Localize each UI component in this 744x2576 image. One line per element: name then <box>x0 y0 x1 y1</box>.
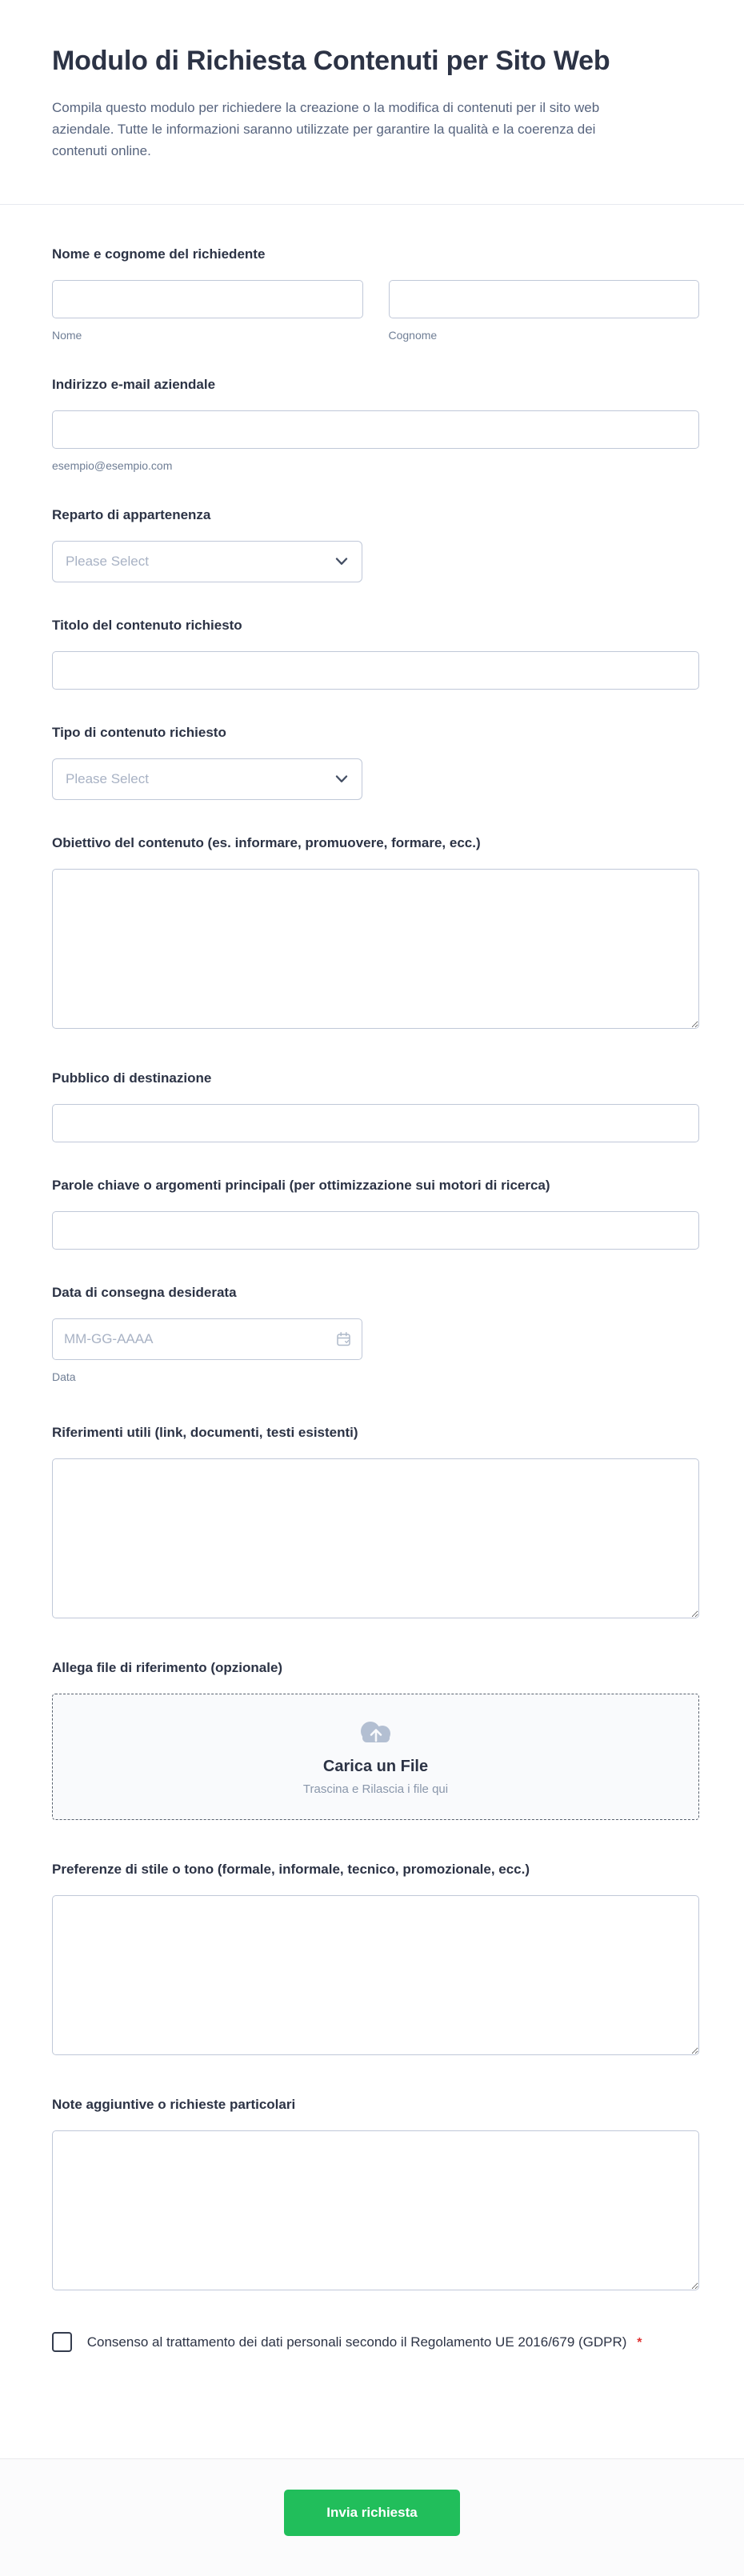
last-name-sublabel: Cognome <box>388 329 438 342</box>
last-name-column <box>389 280 700 342</box>
field-notes <box>52 2097 699 2290</box>
upload-title: Carica un File <box>322 1758 429 1776</box>
calendar-icon[interactable] <box>335 1331 352 1348</box>
content-title-input[interactable] <box>52 651 699 690</box>
chevron-down-icon <box>335 558 348 566</box>
field-content-title <box>52 618 699 690</box>
references-label: Riferimenti utili (link, documenti, testi esistenti) <box>52 1425 358 1441</box>
style-tone-label: Preferenze di stile o tono (formale, informale, tecnico, promozionale, ecc.) <box>52 1862 530 1878</box>
upload-hint: Trascina e Rilascia i file qui <box>302 1782 449 1797</box>
department-select-value: Please Select <box>66 554 149 570</box>
gdpr-consent-text: Consenso al trattamento dei dati personali secondo il Regolamento UE 2016/679 (GDPR) <box>86 2334 627 2350</box>
content-type-label: Tipo di contenuto richiesto <box>52 725 226 741</box>
field-references <box>52 1425 699 1618</box>
submit-button[interactable]: Invia richiesta <box>284 2490 460 2536</box>
file-upload-dropzone[interactable] <box>52 1694 699 1820</box>
objective-label: Obiettivo del contenuto (es. informare, promuovere, formare, ecc.) <box>52 835 481 851</box>
form-header <box>0 0 744 162</box>
field-style-tone <box>52 1862 699 2055</box>
gdpr-consent-checkbox[interactable] <box>52 2332 72 2352</box>
keywords-input[interactable] <box>52 1211 699 1250</box>
page-title: Modulo di Richiesta Contenuti per Sito Web <box>52 46 610 76</box>
content-title-label: Titolo del contenuto richiesto <box>52 618 242 634</box>
department-label: Reparto di appartenenza <box>52 507 211 523</box>
required-marker: * <box>637 2336 642 2350</box>
first-name-column <box>52 280 363 342</box>
due-date-sublabel: Data <box>52 1370 76 1384</box>
first-name-sublabel: Nome <box>52 329 82 342</box>
field-attachment <box>52 1660 699 1820</box>
attachment-label: Allega file di riferimento (opzionale) <box>52 1660 283 1676</box>
field-objective <box>52 835 699 1029</box>
form-body <box>0 205 744 2398</box>
gdpr-consent-row <box>52 2334 642 2350</box>
department-select[interactable] <box>52 541 362 582</box>
full-name-columns <box>52 280 699 342</box>
keywords-label: Parole chiave o argomenti principali (per ottimizzazione sui motori di ricerca) <box>52 1178 550 1194</box>
last-name-input[interactable] <box>389 280 700 318</box>
email-input[interactable] <box>52 410 699 449</box>
email-sublabel: esempio@esempio.com <box>52 459 173 473</box>
field-full-name <box>52 246 699 342</box>
field-due-date <box>52 1285 699 1383</box>
audience-label: Pubblico di destinazione <box>52 1070 212 1086</box>
field-department <box>52 507 699 582</box>
email-label: Indirizzo e-mail aziendale <box>52 377 216 393</box>
field-gdpr-consent <box>52 2332 648 2354</box>
field-email <box>52 377 699 472</box>
cloud-upload-icon <box>355 1718 397 1748</box>
audience-input[interactable] <box>52 1104 699 1142</box>
field-audience <box>52 1070 699 1142</box>
first-name-input[interactable] <box>52 280 363 318</box>
objective-textarea[interactable] <box>52 869 699 1029</box>
content-type-select[interactable] <box>52 758 362 800</box>
due-date-wrapper <box>52 1318 362 1360</box>
notes-textarea[interactable] <box>52 2130 699 2290</box>
notes-label: Note aggiuntive o richieste particolari <box>52 2097 296 2113</box>
style-tone-textarea[interactable] <box>52 1895 699 2055</box>
full-name-label: Nome e cognome del richiedente <box>52 246 266 262</box>
references-textarea[interactable] <box>52 1458 699 1618</box>
field-content-type <box>52 725 699 800</box>
page-description: Compila questo modulo per richiedere la creazione o la modifica di contenuti per il sito web aziendale. Tutte le informazioni saranno utilizzate per garantire la qualità e la coerenza dei contenuti online. <box>52 100 600 159</box>
content-type-select-value: Please Select <box>66 771 149 787</box>
chevron-down-icon <box>335 775 348 783</box>
form-footer <box>0 2458 744 2576</box>
due-date-label: Data di consegna desiderata <box>52 1285 237 1301</box>
field-keywords <box>52 1178 699 1250</box>
due-date-input[interactable] <box>52 1318 362 1360</box>
